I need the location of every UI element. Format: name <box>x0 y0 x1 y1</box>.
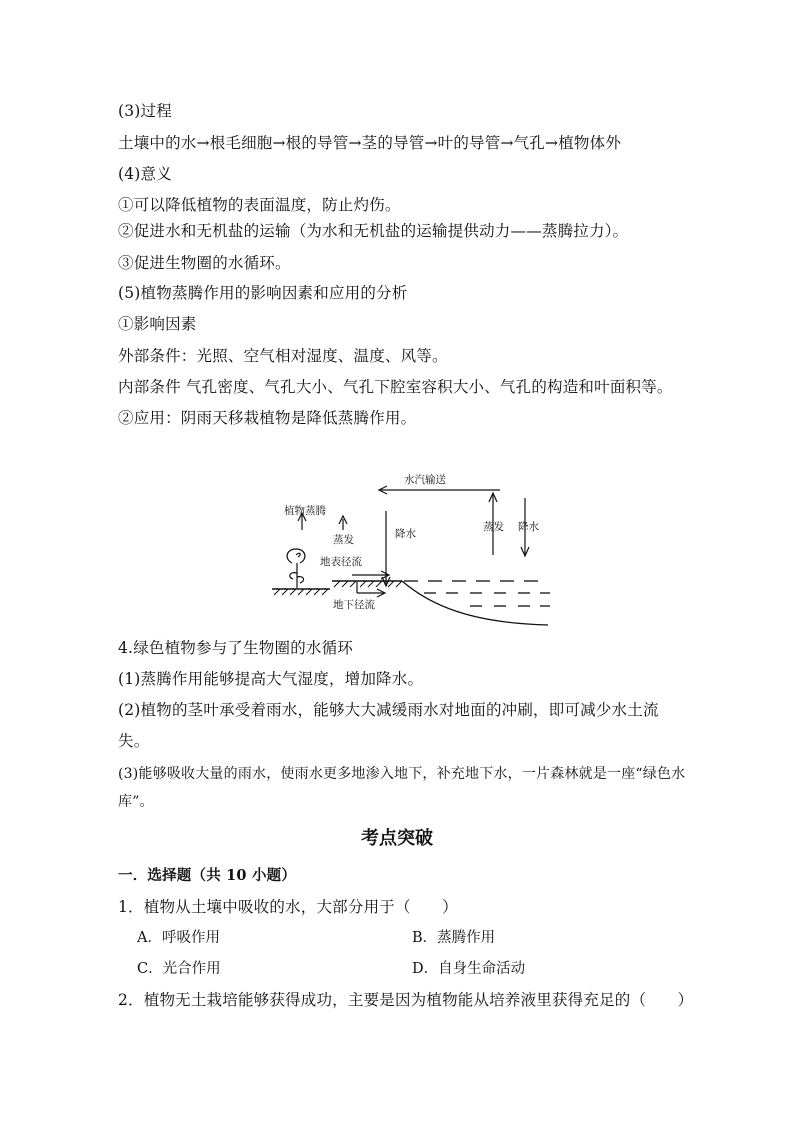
line-factors-heading: (5)植物蒸腾作用的影响因素和应用的分析 <box>118 284 408 302</box>
water-cycle-diagram <box>0 455 794 635</box>
label-surface-runoff: 地表径流 <box>320 556 362 568</box>
line-significance-1: ①可以降低植物的表面温度，防止灼伤。 <box>118 196 401 214</box>
section4-point-1: (1)蒸腾作用能够提高大气湿度，增加降水。 <box>118 670 424 688</box>
section-label: 一．选择题（共 10 小题） <box>118 867 297 884</box>
q1-option-b[interactable]: B．蒸腾作用 <box>412 930 496 946</box>
line-application: ②应用：阴雨天移栽植物是降低蒸腾作用。 <box>118 409 417 427</box>
label-vapor-transport: 水汽输送 <box>404 474 446 486</box>
exam-heading: 考点突破 <box>361 828 433 849</box>
question-2: 2．植物无土栽培能够获得成功，主要是因为植物能从培养液里获得充足的（ ） <box>118 991 694 1009</box>
q1-option-c[interactable]: C．光合作用 <box>137 961 221 977</box>
label-evaporation-right: 蒸发 <box>483 521 504 533</box>
line-process-heading: (3)过程 <box>118 102 172 120</box>
question-1: 1．植物从土壤中吸收的水，大部分用于（ ） <box>118 898 458 916</box>
label-precipitation-right: 降水 <box>518 521 539 533</box>
label-plant-transpiration: 植物蒸腾 <box>284 505 326 517</box>
label-evaporation-left: 蒸发 <box>333 534 354 546</box>
section4-point-3a: (3)能够吸收大量的雨水，使雨水更多地渗入地下，补充地下水，一片森林就是一座“绿色水 <box>118 766 686 782</box>
line-significance-3: ③促进生物圈的水循环。 <box>118 254 291 272</box>
section4-point-2b: 失。 <box>118 732 150 750</box>
section4-title: 4.绿色植物参与了生物圈的水循环 <box>118 639 353 657</box>
q1-option-d[interactable]: D．自身生命活动 <box>412 961 526 977</box>
line-process-path: 土壤中的水→根毛细胞→根的导管→茎的导管→叶的导管→气孔→植物体外 <box>118 134 622 152</box>
section4-point-2a: (2)植物的茎叶承受着雨水，能够大大减缓雨水对地面的冲刷，即可减少水土流 <box>118 701 659 719</box>
q1-option-a[interactable]: A．呼吸作用 <box>137 930 220 946</box>
label-groundwater-runoff: 地下径流 <box>333 599 375 611</box>
line-significance-heading: (4)意义 <box>118 165 172 183</box>
line-internal-factors: 内部条件 气孔密度、气孔大小、气孔下腔室容积大小、气孔的构造和叶面积等。 <box>118 378 673 396</box>
section4-point-3b: 库”。 <box>118 794 154 810</box>
line-significance-2: ②促进水和无机盐的运输（为水和无机盐的运输提供动力——蒸腾拉力）。 <box>118 222 629 240</box>
line-external-factors: 外部条件：光照、空气相对湿度、温度、风等。 <box>118 347 448 365</box>
line-factors-sub: ①影响因素 <box>118 315 197 333</box>
label-precipitation-left: 降水 <box>395 528 416 540</box>
